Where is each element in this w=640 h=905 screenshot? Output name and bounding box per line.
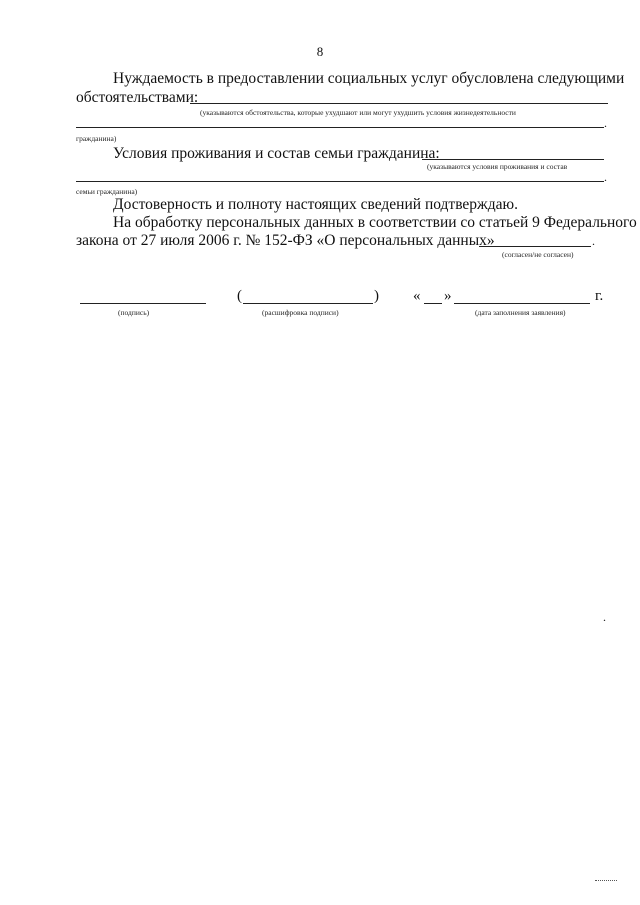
circumstances-hint: (указываются обстоятельства, которые ухудшают или могут ухудшить условия жизнедеятельности [200, 108, 516, 117]
consent-line2: закона от 27 июля 2006 г. № 152-ФЗ «О персональных данных» [76, 232, 495, 249]
page-number: 8 [316, 44, 324, 59]
decode-close-paren: ) [374, 288, 379, 304]
living-conditions-hint-cont: семьи гражданина) [76, 187, 138, 196]
date-year-suffix: г. [595, 288, 604, 304]
corner-scan-mark [595, 880, 617, 881]
consent-field[interactable] [479, 246, 591, 247]
consent-hint: (согласен/не согласен) [502, 250, 574, 259]
consent-line1: На обработку персональных данных в соответствии со статьей 9 Федерального [113, 214, 637, 231]
confirmation-statement: Достоверность и полноту настоящих сведений подтверждаю. [113, 196, 518, 213]
date-quote-open: « [413, 288, 421, 304]
circumstances-label: обстоятельствами: [76, 89, 199, 106]
date-hint: (дата заполнения заявления) [475, 308, 566, 317]
signature-decode-field[interactable] [243, 303, 373, 304]
living-conditions-end-dot: . [604, 170, 607, 184]
decode-open-paren: ( [237, 288, 242, 304]
living-conditions-field[interactable] [422, 159, 604, 160]
living-conditions-field-line2[interactable] [76, 181, 604, 182]
date-month-year-field[interactable] [454, 303, 590, 304]
signature-field[interactable] [80, 303, 206, 304]
living-conditions-label: Условия проживания и состав семьи гражданина: [113, 145, 440, 162]
stray-dot: . [603, 610, 606, 624]
circumstances-field[interactable] [190, 103, 608, 104]
date-day-field[interactable] [424, 303, 442, 304]
circumstances-end-dot: . [604, 116, 607, 130]
date-quote-close: » [444, 288, 452, 304]
decode-hint: (расшифровка подписи) [262, 308, 339, 317]
need-statement-line1: Нуждаемость в предоставлении социальных услуг обусловлена следующими [113, 70, 625, 87]
circumstances-field-line2[interactable] [76, 127, 604, 128]
circumstances-hint-cont: гражданина) [76, 134, 117, 143]
signature-hint: (подпись) [118, 308, 150, 317]
living-conditions-hint: (указываются условия проживания и состав [427, 162, 568, 171]
consent-end-dot: . [592, 234, 595, 248]
